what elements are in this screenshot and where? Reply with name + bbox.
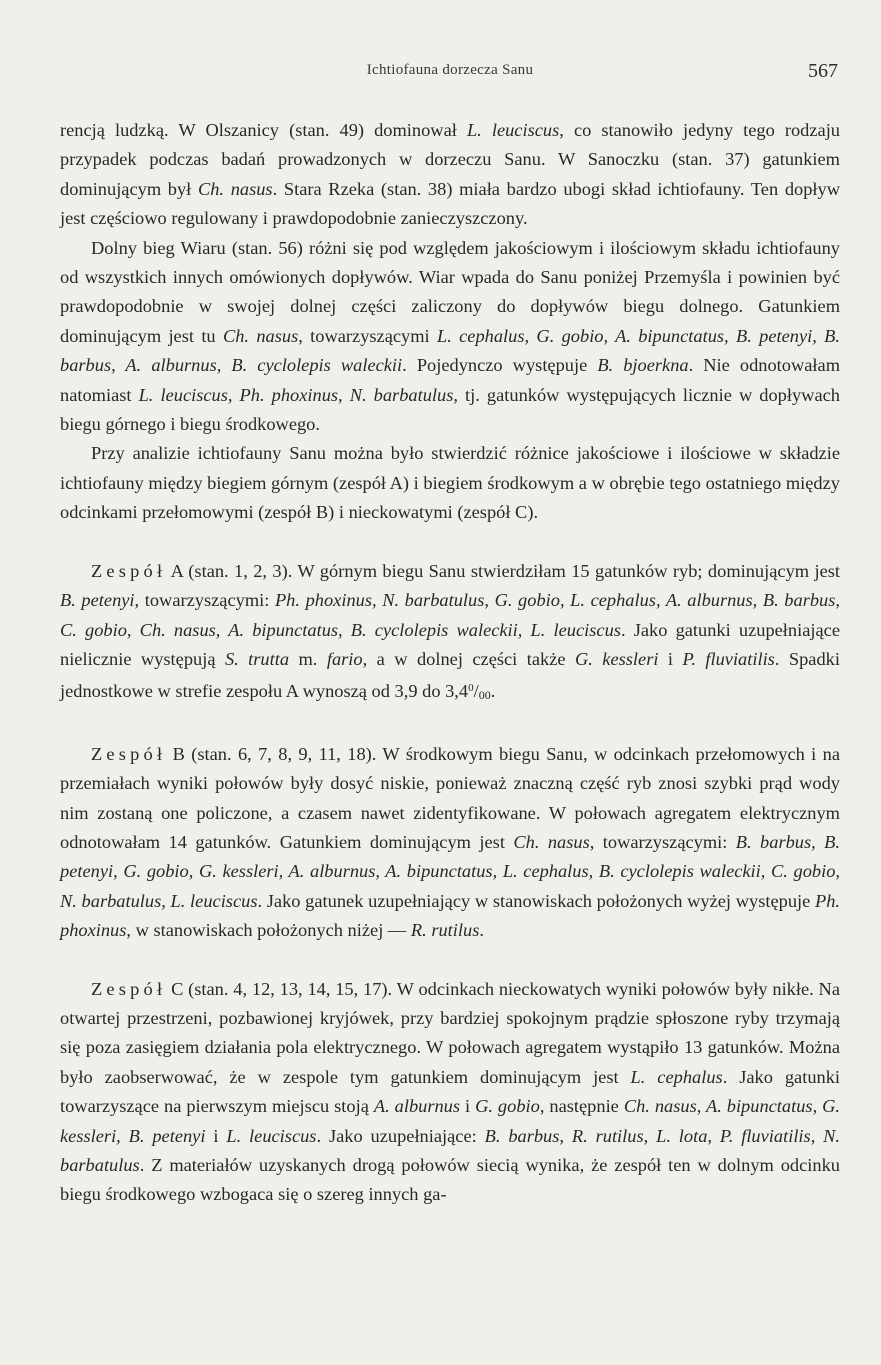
species-name: B. petenyi (60, 590, 135, 611)
text-body (60, 116, 840, 1210)
species-name: L. leuciscus (466, 120, 560, 140)
permille-slash: / (473, 681, 479, 702)
paragraph-analysis (60, 439, 840, 527)
species-list: L. leuciscus, Ph. phoxinus, N. barbatulus (138, 384, 454, 405)
text-run: . Z materiałów uzyskanych drogą połowów siecią wynika, że zespół ten w dolnym odcinku biegu środkowego wzbogaca się o szereg innych ga- (60, 1155, 840, 1205)
species-name: Ph. phoxinus (60, 890, 841, 941)
text-run: , tj. gatunków występujących licznie w dopływach biegu górnego i biegu środkowego. (60, 384, 840, 435)
text-run: . (479, 920, 484, 941)
species-list: B. barbus, B. petenyi, G. gobio, G. kessleri, A. alburnus, A. bipunctatus, L. cephalus, B. cyclolepis waleckii, C. gobio, N. barbatulus, L. leuciscus (60, 831, 840, 911)
text-run: B (stan. 6, 7, 8, 9, 11, 18). W środkowym biegu Sanu, w odcinkach przełomowych i na przemiałach wyniki połowów były dosyć niskie, ponieważ znaczną część ryb znosi szybki prąd wody nim zostaną one policzone, a czasem nawet zidentyfikowane. W połowach agregatem elektrycznym odnotowałam 14 gatunków. Gatunkiem dominującym jest (60, 743, 840, 852)
species-list: Ch. nasus, A. bipunctatus, G. kessleri, B. petenyi (60, 1096, 841, 1146)
species-name: P. fluviatilis (682, 648, 775, 669)
species-list: B. barbus, R. rutilus, L. lota, P. fluviatilis, N. barbatulus (60, 1125, 841, 1175)
species-list: Ph. phoxinus, N. barbatulus, G. gobio, L. cephalus, A. alburnus, B. barbus, C. gobio, Ch. nasus, A. bipunctatus, B. cyclolepis waleckii, L. leuciscus (60, 590, 840, 640)
text-run: , towarzyszącymi: (589, 831, 736, 852)
paragraph-zespol-b (60, 740, 840, 946)
paragraph-wiar (60, 234, 840, 440)
section-lead: Zespół (91, 978, 167, 999)
text-run: rencją ludzką. W Olszanicy (stan. 49) dominował (60, 120, 467, 140)
text-run: , co stanowiło jedyny tego rodzaju przypadek podczas badań prowadzonych w dorzeczu Sanu. W Sanoczku (stan. 37) gatunkiem dominującym był (60, 120, 840, 199)
species-name: fario (326, 648, 363, 669)
text-run: A (stan. 1, 2, 3). W górnym biegu Sanu stwierdziłam 15 gatunków ryb; dominującym jest (166, 560, 840, 581)
section-lead: Zespół (91, 743, 167, 764)
section-lead: Zespół (91, 560, 167, 581)
text-run: . (490, 681, 496, 702)
species-list: L. cephalus, G. gobio, A. bipunctatus, B. petenyi, B. barbus, A. alburnus, B. cyclolepis waleckii (60, 325, 840, 376)
text-run: , w stanowiskach położonych niżej — (126, 920, 411, 941)
text-run: . Nie odnotowałam natomiast (60, 355, 840, 405)
page-header (60, 60, 840, 88)
text-run: C (stan. 4, 12, 13, 14, 15, 17). W odcinkach nieckowatych wyniki połowów były nikłe. Na otwartej przestrzeni, pozbawionej kryjówek, przy bardziej spokojnym prądzie spłoszone ryby trzymają się poza zasięgiem działania pola elektrycznego. W połowach agregatem wystąpiło 13 gatunków. Można było zaobserwować, że w zespole tym gatunkiem dominującym jest (60, 978, 840, 1087)
text-run: . Pojedynczo występuje (402, 355, 598, 376)
text-run: , następnie (539, 1096, 624, 1117)
species-name: G. gobio (475, 1096, 540, 1117)
species-name: Ch. nasus (222, 325, 299, 346)
text-run: i (460, 1096, 476, 1117)
species-name: G. kessleri (574, 648, 659, 669)
paragraph-zespol-a (60, 557, 840, 711)
permille-sub: 00 (478, 688, 491, 703)
species-name: R. rutilus (410, 920, 480, 941)
text-run: . Jako gatunki towarzyszące na pierwszym miejscu stoją (60, 1066, 841, 1117)
species-name: Ch. nasus (513, 831, 590, 852)
paragraph-continuation (60, 116, 840, 234)
text-run: , a w dolnej części także (362, 648, 575, 669)
text-run: Przy analizie ichtiofauny Sanu można było stwierdzić różnice jakościowe i ilościowe w składzie ichtiofauny między biegiem górnym (zespół A) i biegiem środkowym a w obrębie tego ostatniego między odcinkami przełomowymi (zespół B) i nieckowatymi (zespół C). (60, 443, 840, 523)
species-name: L. leuciscus (226, 1125, 317, 1146)
page-number: 567 (808, 60, 838, 82)
species-name: A. alburnus (373, 1096, 461, 1117)
species-name: S. trutta (224, 648, 290, 669)
paragraph-zespol-c (60, 975, 840, 1210)
species-name: B. bjoerkna (597, 355, 689, 376)
species-name: L. cephalus (630, 1066, 723, 1087)
text-run: . Jako gatunki uzupełniające nielicznie występują (60, 619, 840, 669)
text-run: . Jako uzupełniające: (316, 1125, 485, 1146)
species-name: Ch. nasus (197, 178, 273, 199)
text-run: . Jako gatunek uzupełniający w stanowiskach położonych wyżej występuje (257, 890, 815, 911)
text-run: . Spadki jednostkowe w strefie zespołu A wynoszą od 3,9 do 3,4 (60, 648, 840, 702)
text-run: i (658, 648, 683, 669)
text-run: , towarzyszącymi: (134, 590, 275, 611)
text-run: , towarzyszącymi (298, 325, 437, 346)
text-run: Dolny bieg Wiaru (stan. 56) różni się pod względem jakościowym i ilościowym składu ichtiofauny od wszystkich innych omówionych dopływów. Wiar wpada do Sanu poniżej Przemyśla i powinien być prawdopodobnie w swojej dolnej części zaliczony do dopływów biegu dolnego. Gatunkiem dominującym jest tu (60, 237, 840, 346)
text-run: i (205, 1125, 227, 1146)
permille-sup: 0 (468, 682, 474, 695)
text-run: . Stara Rzeka (stan. 38) miała bardzo ubogi skład ichtiofauny. Ten dopływ jest częściowo regulowany i prawdopodobnie zanieczyszczony. (60, 178, 840, 229)
text-run: m. (289, 648, 327, 669)
running-title: Ichtiofauna dorzecza Sanu (366, 62, 534, 78)
